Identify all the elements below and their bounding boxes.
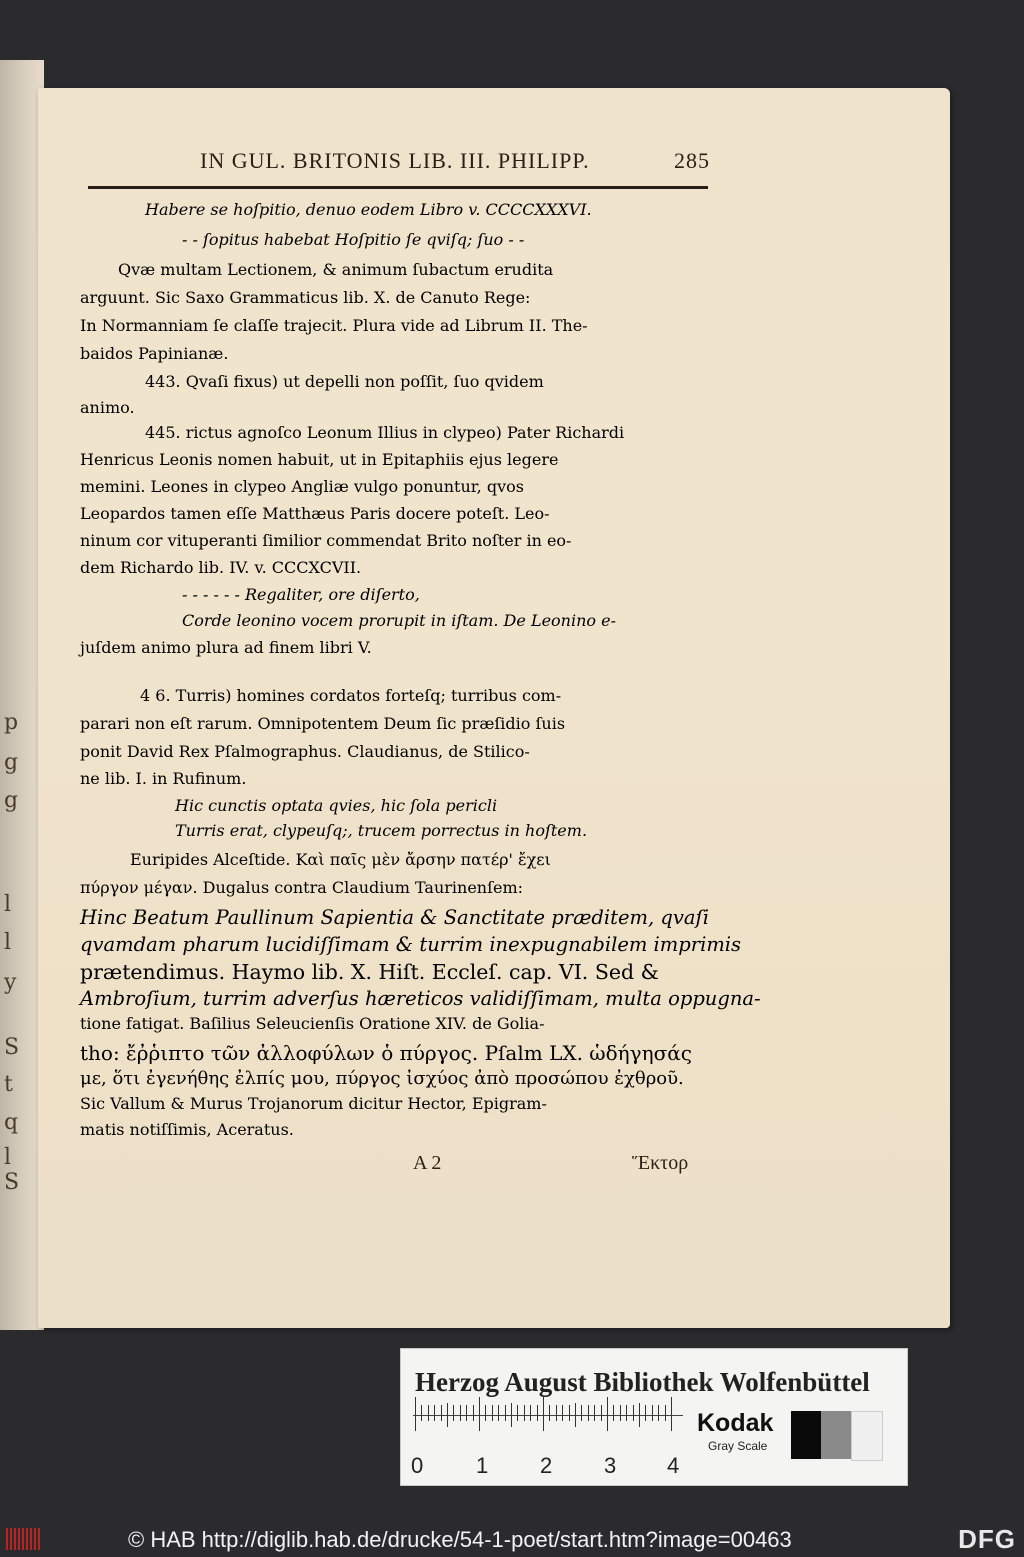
- ruler-tick: [441, 1405, 442, 1421]
- ruler-tick: [556, 1405, 557, 1421]
- left-page-mark: g: [4, 750, 19, 775]
- ruler-tick: [485, 1405, 486, 1421]
- text-line: 443. Qvaſi fixus) ut depelli non poſſit, ſuo qvidem: [145, 372, 544, 391]
- ruler-tick: [530, 1405, 531, 1421]
- ruler-number: 1: [476, 1453, 489, 1478]
- text-line: arguunt. Sic Saxo Grammaticus lib. X. de Canuto Rege:: [80, 288, 531, 307]
- left-page-mark: p: [4, 710, 19, 735]
- ruler-tick: [652, 1405, 653, 1421]
- ruler-tick: [428, 1405, 429, 1421]
- text-line: ne lib. I. in Rufinum.: [80, 769, 247, 788]
- ruler-tick: [492, 1405, 493, 1421]
- text-line: Henricus Leonis nomen habuit, ut in Epitaphiis ejus legere: [80, 450, 559, 469]
- viewer-footer: [0, 1520, 1024, 1557]
- source-url[interactable]: © HAB http://diglib.hab.de/drucke/54-1-poet/start.htm?image=00463: [128, 1527, 792, 1552]
- gray-swatch-black: [791, 1411, 821, 1459]
- ruler-tick: [473, 1405, 474, 1421]
- text-line: Sic Vallum & Murus Trojanorum dicitur Hector, Epigram-: [80, 1094, 547, 1113]
- text-line: In Normanniam ſe claſſe trajecit. Plura vide ad Librum II. The-: [80, 316, 588, 335]
- ruler-tick: [645, 1405, 646, 1421]
- left-page-mark: t: [4, 1072, 13, 1097]
- ruler-tick: [434, 1405, 435, 1421]
- ruler-tick: [601, 1405, 602, 1421]
- left-page-mark: l: [4, 1145, 12, 1170]
- text-line: - - ſopitus habebat Hoſpitio ſe qviſq; ſuo - -: [182, 230, 525, 249]
- ruler-tick: [415, 1397, 416, 1431]
- page-number: 285: [674, 148, 710, 173]
- ruler-tick: [575, 1403, 576, 1427]
- header-rule: [88, 186, 708, 189]
- left-page-mark: l: [4, 892, 12, 917]
- ruler-tick: [505, 1405, 506, 1421]
- running-head-title: IN GUL. BRITONIS LIB. III. PHILIPP.: [200, 148, 590, 173]
- gray-scale-label: Gray Scale: [708, 1439, 768, 1453]
- dfg-logo: DFG: [958, 1524, 1016, 1554]
- ruler-tick: [543, 1397, 544, 1431]
- ruler-tick: [562, 1405, 563, 1421]
- text-line: tione fatigat. Baſilius Seleucienſis Oratione XIV. de Golia-: [80, 1014, 545, 1033]
- text-line: prætendimus. Haymo lib. X. Hiſt. Eccleſ. cap. VI. Sed &: [80, 960, 659, 984]
- text-line: Euripides Alceſtide. Καὶ παῖς μὲν ἄρσην πατέρ' ἔχει: [130, 850, 551, 869]
- text-line: dem Richardo lib. IV. v. CCCXCVII.: [80, 558, 362, 577]
- text-line: Corde leonino vocem prorupit in iſtam. De Leonino e-: [182, 611, 616, 630]
- ruler-number: 2: [540, 1453, 553, 1478]
- left-page-mark: S: [4, 1035, 20, 1060]
- ruler-number: 4: [667, 1453, 680, 1478]
- gray-swatch-gray: [821, 1411, 851, 1459]
- ruler-tick: [479, 1397, 480, 1431]
- kodak-brand: Kodak: [697, 1409, 774, 1437]
- text-line: memini. Leones in clypeo Angliæ vulgo ponuntur, qvos: [80, 477, 524, 496]
- text-line: Hinc Beatum Paullinum Sapientia & Sanctitate præditem, qvaſi: [80, 906, 709, 929]
- ruler-tick: [594, 1405, 595, 1421]
- text-line: Habere se hoſpitio, denuo eodem Libro v. CCCCXXXVI.: [145, 200, 592, 219]
- text-line: 4 6. Turris) homines cordatos forteſq; turribus com-: [140, 686, 562, 705]
- ruler-tick: [511, 1403, 512, 1427]
- ruler-tick: [447, 1403, 448, 1427]
- hab-logo-icon: [6, 1528, 46, 1550]
- ruler-tick: [626, 1405, 627, 1421]
- ruler-tick: [460, 1405, 461, 1421]
- ruler-tick: [517, 1405, 518, 1421]
- left-page-mark: g: [4, 788, 19, 813]
- ruler-tick: [498, 1405, 499, 1421]
- ruler-tick: [665, 1405, 666, 1421]
- text-line: matis notiſſimis, Aceratus.: [80, 1120, 294, 1139]
- ruler-tick: [466, 1405, 467, 1421]
- text-line: tho: ἔῤῥιπτο τῶν ἀλλοφύλων ὁ πύργος. Pſalm LX. ὡδήγησάς: [80, 1041, 692, 1065]
- text-line: ponit David Rex Pſalmographus. Claudianus, de Stilico-: [80, 742, 530, 761]
- ruler-tick: [549, 1405, 550, 1421]
- ruler-tick: [633, 1405, 634, 1421]
- text-line: 445. rictus agnoſco Leonum Illius in clypeo) Pater Richardi: [145, 423, 625, 442]
- text-line: baidos Papinianæ.: [80, 344, 229, 363]
- text-line: Turris erat, clypeuſq;, trucem porrectus in hoſtem.: [175, 821, 588, 840]
- ruler-tick: [421, 1405, 422, 1421]
- text-line: qvamdam pharum lucidiſſimam & turrim inexpugnabilem imprimis: [80, 933, 742, 956]
- left-page-mark: y: [4, 970, 17, 995]
- text-line: animo.: [80, 398, 135, 417]
- ruler-tick: [613, 1405, 614, 1421]
- ruler-tick: [524, 1405, 525, 1421]
- text-line: parari non eſt rarum. Omnipotentem Deum ſic præſidio ſuis: [80, 714, 566, 733]
- text-line: πύργον μέγαν. Dugalus contra Claudium Taurinenſem:: [80, 878, 524, 897]
- text-line: Ambroſium, turrim adverſus hæreticos validiſſimam, multa oppugna-: [80, 987, 761, 1010]
- left-page-mark: l: [4, 930, 12, 955]
- ruler-tick: [607, 1397, 608, 1431]
- text-line: Qvæ multam Lectionem, & animum ſubactum erudita: [118, 260, 554, 279]
- ruler-tick: [581, 1405, 582, 1421]
- text-line: ninum cor vituperanti ſimilior commendat Brito noſter in eo-: [80, 531, 572, 550]
- gray-swatch-white: [851, 1411, 883, 1461]
- library-name: Herzog August Bibliothek Wolfenbüttel: [415, 1367, 870, 1397]
- text-line: Hic cunctis optata qvies, hic ſola pericli: [175, 796, 498, 815]
- library-label: [400, 1348, 908, 1486]
- catchword: Ἕκτορ: [632, 1152, 689, 1174]
- ruler-tick: [620, 1405, 621, 1421]
- ruler-tick: [453, 1405, 454, 1421]
- text-line: Leopardos tamen eſſe Matthæus Paris docere poteſt. Leo-: [80, 504, 550, 523]
- running-head: [200, 148, 710, 178]
- ruler-tick: [588, 1405, 589, 1421]
- ruler-number: 3: [604, 1453, 617, 1478]
- ruler-tick: [537, 1405, 538, 1421]
- text-line: με, ὅτι ἐγενήθης ἐλπίς μου, πύργος ἰσχύος ἀπὸ προσώπου ἐχθροῦ.: [80, 1068, 684, 1089]
- left-page-mark: S: [4, 1170, 20, 1195]
- ruler-tick: [658, 1405, 659, 1421]
- text-line: juſdem animo plura ad finem libri V.: [80, 638, 372, 657]
- left-page-mark: q: [4, 1110, 19, 1135]
- signature-mark: A 2: [413, 1152, 442, 1174]
- ruler-tick: [671, 1397, 672, 1431]
- ruler-tick: [569, 1405, 570, 1421]
- text-line: - - - - - - Regaliter, ore diſerto,: [182, 585, 420, 604]
- ruler-tick: [639, 1403, 640, 1427]
- ruler-number: 0: [411, 1453, 424, 1478]
